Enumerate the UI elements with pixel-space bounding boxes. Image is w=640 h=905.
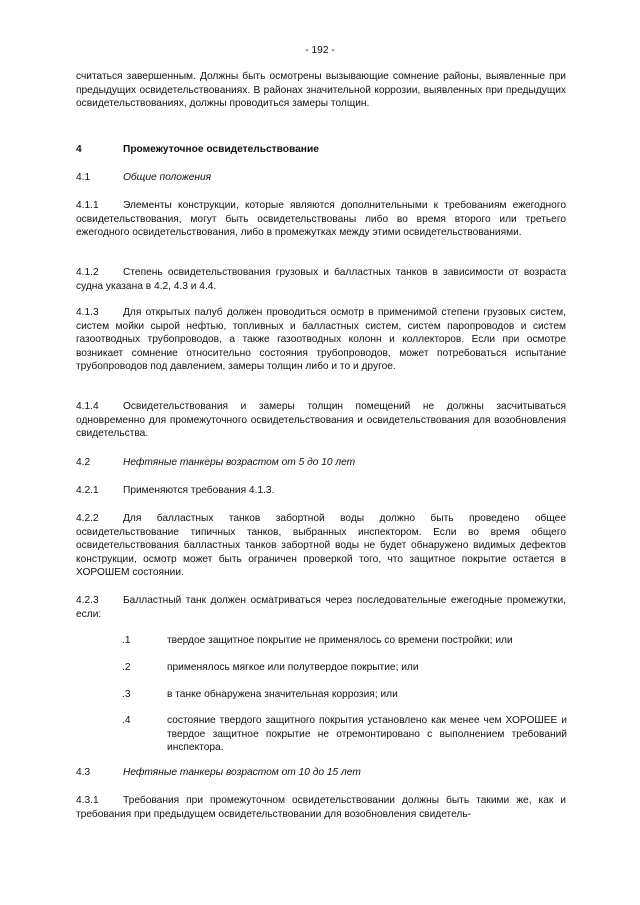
list-item-text: состояние твердого защитного покрытия установлено как менее чем ХОРОШЕЕ и твердое защитное покрытие не отремонтировано с выполнением требований инспектора. (167, 715, 567, 753)
list-item-number: .4 (122, 715, 131, 726)
clause-text: Балластный танк должен осматриваться через последовательные ежегодные промежутки, если: (76, 595, 566, 620)
clause-4-1-4 (76, 400, 566, 441)
clause-text: Элементы конструкции, которые являются дополнительными к требованиям ежегодного освидетельствования, могут быть освидетельствованы либо во время второго или третьего ежегодного освидетельствования, либо в промежутках между этими освидетельствованиями. (76, 200, 566, 238)
list-item-number: .1 (122, 635, 131, 646)
clause-text: Степень освидетельствования грузовых и балластных танков в зависимости от возраста судна указана в 4.2, 4.3 и 4.4. (76, 267, 566, 292)
clause-number: 4.2.3 (76, 595, 99, 606)
subsection-title: Общие положения (123, 172, 212, 183)
intro-paragraph: считаться завершенным. Должны быть осмотрены вызывающие сомнение районы, выявленные при предыдущих освидетельствованиях. В районах значительной коррозии, выявленных при предыдущих освидетельствованиях, должны проводиться замеры толщин. (76, 71, 566, 109)
clause-4-2-2 (76, 512, 566, 580)
clause-text: Для открытых палуб должен проводиться осмотр в применимой степени грузовых систем, систем мойки сырой нефтью, топливных и балластных систем, систем паропроводов и систем газоотводных трубопроводов, а также газоотводных колонн и коллекторов. Если при осмотре возникает сомнение относительно состояния трубопроводов, может потребоваться испытание трубопроводов под давлением, замеры толщин либо и то и другое. (76, 307, 566, 372)
page-number: - 192 - (305, 45, 335, 56)
clause-4-1-1 (76, 199, 566, 240)
clause-text: Освидетельствования и замеры толщин помещений не должны засчитываться одновременно для промежуточного освидетельствования и освидетельствования для возобновления свидетельства. (76, 401, 566, 439)
subsection-number: 4.3 (76, 767, 91, 778)
list-item-text: в танке обнаружена значительная коррозия; или (167, 689, 398, 700)
clause-text: Для балластных танков забортной воды должно быть проведено общее освидетельствование типичных танков, выбранных инспектором. Если во время общего освидетельствования балластных танков забортной воды не будет обнаружено видимых дефектов конструкции, осмотр может быть ограничен проверкой того, что защитное покрытие остается в ХОРОШЕМ состоянии. (76, 513, 566, 578)
subsection-title: Нефтяные танкеры возрастом от 5 до 10 лет (123, 457, 356, 468)
subsection-number: 4.2 (76, 457, 91, 468)
clause-number: 4.1.2 (76, 267, 99, 278)
clause-4-3-1 (76, 794, 566, 821)
clause-number: 4.1.3 (76, 307, 99, 318)
clause-4-1-2 (76, 266, 566, 293)
subsection-number: 4.1 (76, 172, 91, 183)
list-item-number: .3 (122, 689, 131, 700)
clause-4-2-1 (76, 484, 566, 498)
section-number: 4 (76, 144, 82, 155)
clause-number: 4.1.4 (76, 401, 99, 412)
clause-4-2-3 (76, 594, 566, 621)
clause-text: Применяются требования 4.1.3. (123, 485, 275, 496)
clause-number: 4.3.1 (76, 795, 99, 806)
list-item-number: .2 (122, 662, 131, 673)
clause-number: 4.2.1 (76, 485, 99, 496)
clause-4-1-3 (76, 306, 566, 374)
clause-number: 4.1.1 (76, 200, 99, 211)
subsection-title: Нефтяные танкеры возрастом от 10 до 15 лет (123, 767, 361, 778)
list-item-text: применялось мягкое или полутвердое покрытие; или (167, 662, 419, 673)
list-item-text: твердое защитное покрытие не применялось со времени постройки; или (167, 635, 513, 646)
section-title: Промежуточное освидетельствование (123, 144, 319, 155)
clause-number: 4.2.2 (76, 513, 99, 524)
clause-text: Требования при промежуточном освидетельствовании должны быть такими же, как и требования при предыдущем освидетельствовании для возобновления свидетель- (76, 795, 566, 820)
